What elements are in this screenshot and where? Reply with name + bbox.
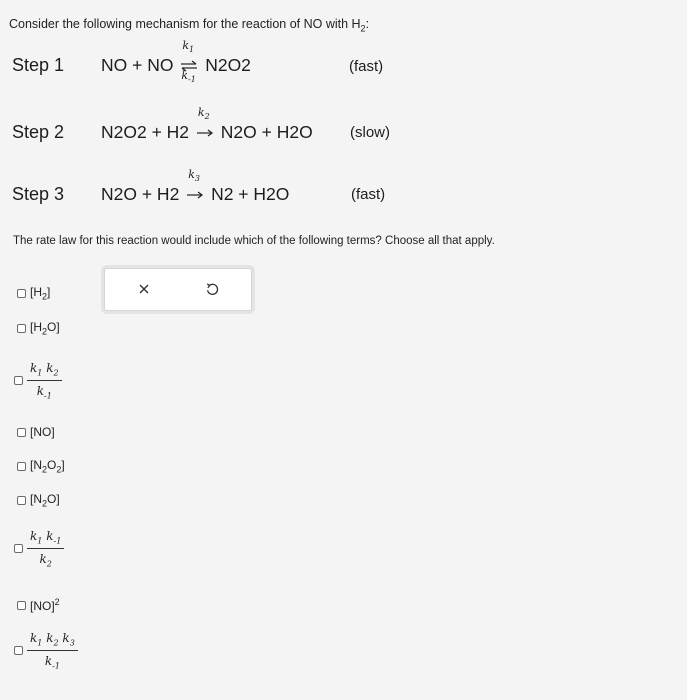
step-3-rate: (fast)	[351, 186, 386, 203]
step-1-label: Step 1	[12, 55, 65, 75]
step-2-equation: N2O2 + H2 $k_2$ N2O + H2O	[101, 106, 313, 142]
fraction: $\frac{k_1 k_2 k_3}{k_{-1}}$	[27, 631, 78, 671]
checkbox[interactable]	[17, 462, 26, 471]
checkbox[interactable]	[17, 496, 26, 505]
checkbox[interactable]	[14, 544, 23, 553]
checkbox[interactable]	[17, 289, 26, 298]
step-3-label: Step 3	[12, 184, 65, 204]
step-1-equation: NO + NO $k_1$ $k_{-1}$ N2O2	[101, 39, 251, 85]
forward-arrow-icon: $k_3$	[184, 184, 206, 205]
checkbox[interactable]	[17, 324, 26, 333]
checkbox[interactable]	[14, 376, 23, 385]
fraction: $\frac{k_1 k_2}{k_{-1}}$	[27, 361, 62, 401]
option-k1km1-over-k2[interactable]	[14, 529, 64, 569]
step-3-equation: N2O + H2 $k_3$ N2 + H2O	[101, 168, 290, 204]
checkbox[interactable]	[17, 428, 26, 437]
option-no-squared[interactable]: [NO]$^2$	[17, 597, 60, 613]
undo-icon[interactable]	[201, 277, 223, 301]
x-icon[interactable]	[133, 277, 155, 301]
option-no[interactable]: [NO]	[17, 425, 55, 439]
forward-arrow-icon: $k_2$	[194, 122, 216, 143]
option-k1k2k3-over-km1[interactable]	[14, 631, 78, 671]
option-h2o[interactable]: $[H_2O]$	[17, 320, 60, 336]
question-text: The rate law for this reaction would include which of the following terms? Choose all that apply.	[13, 235, 495, 247]
intro-text: Consider the following mechanism for the reaction of NO with $H_2$:	[9, 17, 370, 34]
option-n2o[interactable]: $[N_2O]$	[17, 492, 60, 508]
checkbox[interactable]	[17, 601, 26, 610]
step-2-rate: (slow)	[350, 124, 390, 141]
checkbox[interactable]	[14, 646, 23, 655]
step-2-label: Step 2	[12, 122, 65, 142]
option-n2o2[interactable]: $[N_2O_2]$	[17, 458, 65, 474]
fraction: $\frac{k_1 k_{-1}}{k_2}$	[27, 529, 64, 569]
option-h2[interactable]: $[H_2]$	[17, 285, 50, 301]
equilibrium-arrow-icon: $k_1$ $k_{-1}$	[181, 39, 196, 85]
step-1-rate: (fast)	[349, 58, 384, 75]
option-k1k2-over-km1[interactable]	[14, 361, 62, 401]
answer-box[interactable]	[104, 268, 252, 311]
